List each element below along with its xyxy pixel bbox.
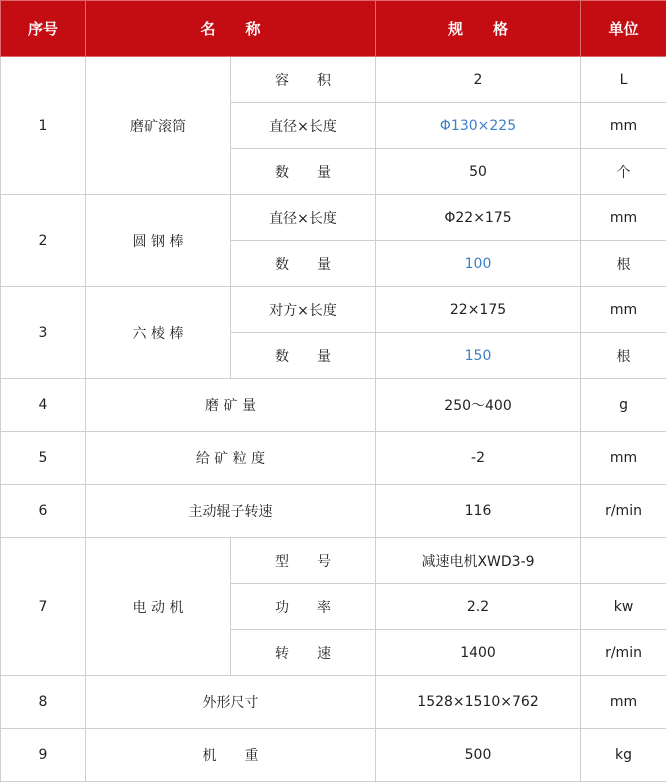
header-unit: 单位: [581, 1, 666, 57]
unit-value: 个: [581, 149, 666, 195]
sub-label: 容 积: [231, 57, 376, 103]
table-row: [1, 432, 666, 485]
item-name: 磨 矿 量: [86, 379, 376, 432]
item-name: 主动辊子转速: [86, 485, 376, 538]
spec-value: Φ22×175: [376, 195, 581, 241]
row-number: 6: [1, 485, 86, 538]
unit-value: kw: [581, 584, 666, 630]
unit-value: [581, 538, 666, 584]
unit-value: r/min: [581, 485, 666, 538]
sub-label: 直径×长度: [231, 195, 376, 241]
item-name: 机 重: [86, 729, 376, 782]
spec-value: 2.2: [376, 584, 581, 630]
spec-value: 150: [376, 333, 581, 379]
sub-label: 数 量: [231, 333, 376, 379]
sub-label: 数 量: [231, 149, 376, 195]
unit-value: 根: [581, 241, 666, 287]
header-spec: 规 格: [376, 1, 581, 57]
item-name: 六 棱 棒: [86, 287, 231, 379]
header-no: 序号: [1, 1, 86, 57]
unit-value: mm: [581, 195, 666, 241]
spec-value: 100: [376, 241, 581, 287]
table-row: [1, 538, 666, 584]
spec-value: 2: [376, 57, 581, 103]
row-number: 7: [1, 538, 86, 676]
unit-value: mm: [581, 432, 666, 485]
table-row: [1, 57, 666, 103]
row-number: 1: [1, 57, 86, 195]
spec-value: 500: [376, 729, 581, 782]
sub-label: 数 量: [231, 241, 376, 287]
table-row: [1, 379, 666, 432]
sub-label: 型 号: [231, 538, 376, 584]
item-name: 电 动 机: [86, 538, 231, 676]
sub-label: 功 率: [231, 584, 376, 630]
spec-value: 1400: [376, 630, 581, 676]
row-number: 4: [1, 379, 86, 432]
unit-value: r/min: [581, 630, 666, 676]
table-row: [1, 485, 666, 538]
table-row: [1, 195, 666, 241]
item-name: 给 矿 粒 度: [86, 432, 376, 485]
table-row: [1, 676, 666, 729]
header-row: [1, 1, 666, 57]
spec-value: 50: [376, 149, 581, 195]
table-row: [1, 287, 666, 333]
unit-value: L: [581, 57, 666, 103]
row-number: 5: [1, 432, 86, 485]
row-number: 9: [1, 729, 86, 782]
row-number: 3: [1, 287, 86, 379]
unit-value: 根: [581, 333, 666, 379]
header-name: 名 称: [86, 1, 376, 57]
unit-value: mm: [581, 103, 666, 149]
sub-label: 对方×长度: [231, 287, 376, 333]
sub-label: 转 速: [231, 630, 376, 676]
spec-value: 250～400: [376, 379, 581, 432]
item-name: 圆 钢 棒: [86, 195, 231, 287]
item-name: 外形尺寸: [86, 676, 376, 729]
spec-value: -2: [376, 432, 581, 485]
row-number: 2: [1, 195, 86, 287]
spec-value: Φ130×225: [376, 103, 581, 149]
sub-label: 直径×长度: [231, 103, 376, 149]
spec-value: 1528×1510×762: [376, 676, 581, 729]
table-row: [1, 729, 666, 782]
spec-value: 减速电机XWD3-9: [376, 538, 581, 584]
row-number: 8: [1, 676, 86, 729]
item-name: 磨矿滚筒: [86, 57, 231, 195]
unit-value: g: [581, 379, 666, 432]
unit-value: kg: [581, 729, 666, 782]
spec-value: 116: [376, 485, 581, 538]
unit-value: mm: [581, 287, 666, 333]
unit-value: mm: [581, 676, 666, 729]
spec-value: 22×175: [376, 287, 581, 333]
